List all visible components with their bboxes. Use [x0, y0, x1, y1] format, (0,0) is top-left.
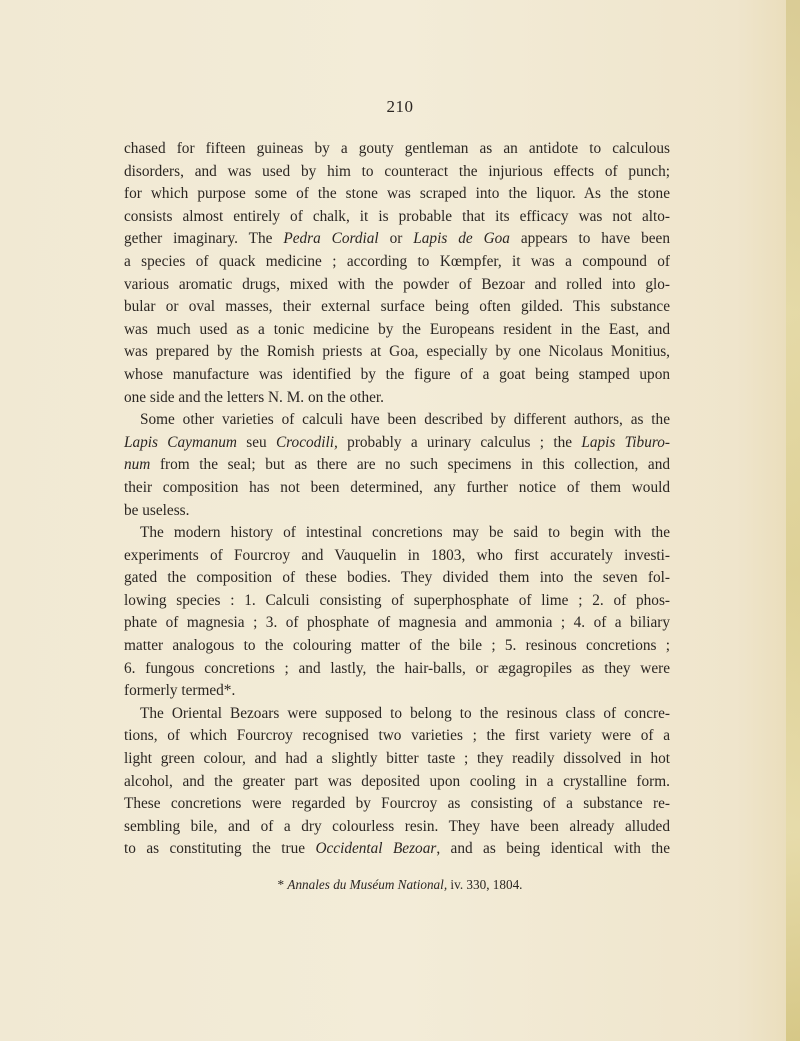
text-line — [124, 816, 670, 839]
footnote — [0, 877, 800, 893]
text-segment: phate of magnesia ; 3. of phosphate of magnesia and ammonia ; 4. of a biliary — [124, 614, 670, 632]
text-line — [124, 658, 670, 681]
text-line — [124, 725, 670, 748]
text-segment: tions, of which Fourcroy recognised two varieties ; the first variety were of a — [124, 727, 670, 745]
footnote-reference: iv. 330, 1804. — [447, 877, 523, 892]
text-line — [124, 454, 670, 477]
text-segment: lowing species : 1. Calculi consisting of superphosphate of lime ; 2. of phos- — [124, 591, 670, 609]
text-line — [124, 703, 670, 726]
text-line — [124, 477, 670, 500]
text-line — [124, 409, 670, 432]
footnote-source: Annales du Muséum National, — [287, 877, 448, 892]
text-line — [124, 341, 670, 364]
text-line — [124, 567, 670, 590]
text-line — [124, 183, 670, 206]
text-line — [124, 251, 670, 274]
text-segment: or — [378, 230, 414, 248]
text-line — [124, 138, 670, 161]
text-line — [124, 296, 670, 319]
text-line — [124, 612, 670, 635]
text-line — [124, 432, 670, 455]
text-segment: various aromatic drugs, mixed with the powder of Bezoar and rolled into glo- — [124, 275, 670, 293]
text-segment: their composition has not been determined, any further notice of them would — [124, 478, 670, 496]
text-line — [124, 793, 670, 816]
text-segment: one side and the letters N. M. on the other. — [124, 388, 384, 406]
italic-term: Lapis de Goa — [413, 230, 510, 248]
text-segment: 6. fungous concretions ; and lastly, the hair-balls, or ægagropiles as they were — [124, 659, 670, 677]
text-segment: chased for fifteen guineas by a gouty gentleman as an antidote to calculous — [124, 140, 670, 157]
italic-term: Lapis Tiburo- — [581, 433, 670, 451]
text-segment: bular or oval masses, their external surface being often gilded. This substance — [124, 298, 670, 316]
text-line — [124, 680, 670, 703]
page-number: 210 — [386, 97, 414, 116]
text-segment: , and as being identical with the — [436, 840, 670, 858]
body-text — [124, 138, 670, 861]
text-segment: experiments of Fourcroy and Vauquelin in 1803, who first accurately investi- — [124, 546, 670, 564]
text-segment: gether imaginary. The — [124, 230, 284, 248]
text-segment: consists almost entirely of chalk, it is probable that its efficacy was not alto- — [124, 207, 670, 225]
text-line — [124, 635, 670, 658]
italic-term: Pedra Cordial — [283, 230, 379, 248]
text-segment: a species of quack medicine ; according to Kœmpfer, it was a compound of — [124, 252, 670, 270]
text-segment: formerly termed*. — [124, 682, 236, 700]
text-segment: The Oriental Bezoars were supposed to belong to the resinous class of concre- — [140, 704, 670, 722]
text-segment: probably a urinary calculus ; the — [337, 433, 582, 451]
text-segment: matter analogous to the colouring matter of the bile ; 5. resinous concretions ; — [124, 637, 670, 655]
footnote-marker: * — [277, 877, 288, 892]
text-line — [124, 319, 670, 342]
text-segment: for which purpose some of the stone was scraped into the liquor. As the stone — [124, 185, 670, 203]
text-segment: whose manufacture was identified by the figure of a goat being stamped upon — [124, 365, 670, 383]
text-line — [124, 161, 670, 184]
italic-term: num — [124, 456, 151, 474]
text-segment: These concretions were regarded by Fourcroy as consisting of a substance re- — [124, 795, 670, 813]
text-line — [124, 545, 670, 568]
text-line — [124, 522, 670, 545]
italic-term: Crocodili, — [275, 433, 338, 451]
text-segment: alcohol, and the greater part was deposited upon cooling in a crystalline form. — [124, 772, 670, 790]
text-segment: Some other varieties of calculi have been described by different authors, as the — [140, 411, 670, 429]
text-line — [124, 838, 670, 861]
text-line — [124, 771, 670, 794]
text-segment: sembling bile, and of a dry colourless resin. They have been already alluded — [124, 817, 670, 835]
text-line — [124, 500, 670, 523]
text-segment: to as constituting the true — [124, 840, 316, 858]
text-segment: seu — [236, 433, 276, 451]
text-segment: disorders, and was used by him to counteract the injurious effects of punch; — [124, 162, 670, 180]
text-line — [124, 364, 670, 387]
text-segment: The modern history of intestinal concretions may be said to begin with the — [140, 524, 670, 542]
text-segment: gated the composition of these bodies. They divided them into the seven fol- — [124, 569, 670, 587]
text-line — [124, 206, 670, 229]
text-line — [124, 748, 670, 771]
italic-term: Lapis Caymanum — [124, 433, 237, 451]
text-line — [124, 590, 670, 613]
text-segment: from the seal; but as there are no such specimens in this collection, and — [150, 456, 670, 474]
text-line — [124, 387, 670, 410]
text-segment: be useless. — [124, 501, 190, 519]
italic-term: Occidental Bezoar — [315, 840, 437, 858]
text-line — [124, 228, 670, 251]
text-line — [124, 274, 670, 297]
text-segment: appears to have been — [509, 230, 670, 248]
text-segment: light green colour, and had a slightly bitter taste ; they readily dissolved in hot — [124, 750, 670, 768]
text-segment: was much used as a tonic medicine by the Europeans resident in the East, and — [124, 320, 670, 338]
text-segment: was prepared by the Romish priests at Goa, especially by one Nicolaus Monitius, — [124, 343, 670, 361]
